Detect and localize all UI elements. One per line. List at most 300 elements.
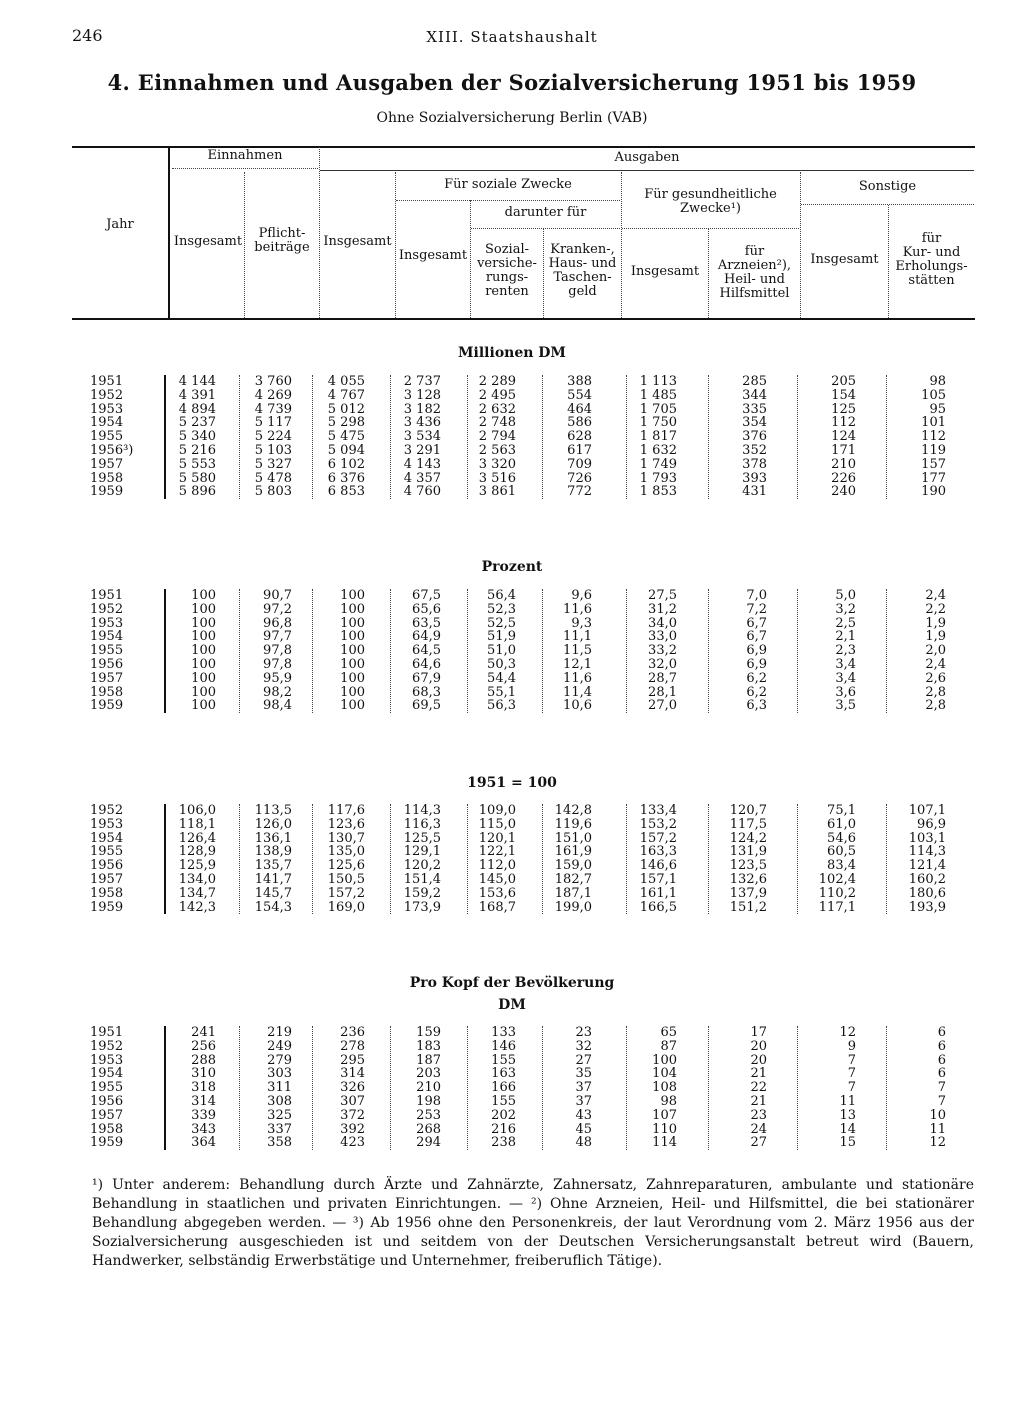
cell-sonstige-insgesamt: 124 xyxy=(831,429,856,445)
cell-ausgaben-insgesamt: 100 xyxy=(340,684,365,700)
cell-pflichtbeitraege: 279 xyxy=(267,1052,292,1068)
cell-kur: 119 xyxy=(921,443,946,458)
cell-einnahmen-insgesamt: 125,9 xyxy=(178,858,216,874)
cell-krankengeld: 119,6 xyxy=(554,816,592,832)
cell-renten: 55,1 xyxy=(487,684,516,700)
cell-pflichtbeitraege: 113,5 xyxy=(254,803,292,818)
cell-year: 1957 xyxy=(90,456,124,472)
cell-gesund-insgesamt: 110 xyxy=(652,1121,677,1137)
cell-kur: 114,3 xyxy=(908,844,946,860)
cell-ausgaben-insgesamt: 314 xyxy=(340,1066,365,1082)
cell-einnahmen-insgesamt: 5 237 xyxy=(178,415,216,431)
cell-kur: 193,9 xyxy=(908,899,946,915)
cell-pflichtbeitraege: 311 xyxy=(267,1080,292,1096)
cell-sonstige-insgesamt: 154 xyxy=(831,387,856,403)
cell-einnahmen-insgesamt: 5 580 xyxy=(178,470,216,486)
cell-renten: 112,0 xyxy=(478,858,516,874)
cell-ausgaben-insgesamt: 123,6 xyxy=(327,816,365,832)
cell-ausgaben-insgesamt: 100 xyxy=(340,588,365,603)
cell-gesund-insgesamt: 1 632 xyxy=(639,443,677,458)
cell-sonstige-insgesamt: 117,1 xyxy=(818,899,856,915)
cell-einnahmen-insgesamt: 126,4 xyxy=(178,830,216,846)
cell-renten: 56,3 xyxy=(487,698,516,714)
cell-arzneien: 22 xyxy=(750,1080,767,1096)
cell-year: 1956³) xyxy=(90,443,134,458)
table-row xyxy=(0,602,1024,616)
cell-gesund-insgesamt: 28,7 xyxy=(648,670,677,686)
cell-einnahmen-insgesamt: 100 xyxy=(191,601,216,617)
table-row xyxy=(0,415,1024,429)
cell-gesund-insgesamt: 1 705 xyxy=(639,401,677,417)
cell-gesund-insgesamt: 157,1 xyxy=(639,872,677,887)
table-row xyxy=(0,886,1024,900)
header-jahr: Jahr xyxy=(106,217,134,232)
cell-year: 1956 xyxy=(90,657,124,672)
cell-soziale-insgesamt: 64,9 xyxy=(412,629,441,645)
header-pflichtbeitraege: Pflicht- beiträge xyxy=(254,226,310,255)
cell-krankengeld: 45 xyxy=(575,1121,592,1137)
cell-einnahmen-insgesamt: 5 340 xyxy=(178,429,216,445)
cell-soziale-insgesamt: 120,2 xyxy=(403,858,441,874)
cell-year: 1957 xyxy=(90,670,124,686)
cell-kur: 6 xyxy=(937,1066,946,1082)
cell-einnahmen-insgesamt: 100 xyxy=(191,629,216,645)
table-row xyxy=(0,900,1024,914)
cell-gesund-insgesamt: 28,1 xyxy=(648,684,677,700)
section-title-index: 1951 = 100 xyxy=(467,775,557,791)
cell-krankengeld: 709 xyxy=(567,456,592,472)
cell-einnahmen-insgesamt: 100 xyxy=(191,670,216,686)
table-row xyxy=(0,817,1024,831)
cell-pflichtbeitraege: 5 117 xyxy=(254,415,292,431)
cell-sonstige-insgesamt: 75,1 xyxy=(827,803,856,818)
cell-ausgaben-insgesamt: 157,2 xyxy=(327,885,365,901)
cell-year: 1958 xyxy=(90,885,124,901)
cell-sonstige-insgesamt: 61,0 xyxy=(827,816,856,832)
cell-renten: 2 563 xyxy=(478,443,516,458)
cell-sonstige-insgesamt: 205 xyxy=(831,374,856,389)
cell-renten: 2 495 xyxy=(478,387,516,403)
cell-einnahmen-insgesamt: 343 xyxy=(191,1121,216,1137)
cell-arzneien: 137,9 xyxy=(729,885,767,901)
header-einnahmen-insgesamt: Insgesamt xyxy=(173,234,243,249)
cell-einnahmen-insgesamt: 142,3 xyxy=(178,899,216,915)
cell-soziale-insgesamt: 129,1 xyxy=(403,844,441,860)
cell-year: 1956 xyxy=(90,858,124,874)
cell-krankengeld: 726 xyxy=(567,470,592,486)
cell-renten: 202 xyxy=(491,1107,516,1123)
cell-soziale-insgesamt: 125,5 xyxy=(403,830,441,846)
cell-renten: 2 632 xyxy=(478,401,516,417)
cell-krankengeld: 11,4 xyxy=(563,684,592,700)
cell-gesund-insgesamt: 1 749 xyxy=(639,456,677,472)
cell-ausgaben-insgesamt: 100 xyxy=(340,698,365,714)
cell-gesund-insgesamt: 166,5 xyxy=(639,899,677,915)
cell-soziale-insgesamt: 67,5 xyxy=(412,588,441,603)
cell-pflichtbeitraege: 96,8 xyxy=(263,615,292,631)
cell-kur: 103,1 xyxy=(908,830,946,846)
cell-year: 1955 xyxy=(90,1080,124,1096)
cell-gesund-insgesamt: 27,5 xyxy=(648,588,677,603)
cell-einnahmen-insgesamt: 134,7 xyxy=(178,885,216,901)
cell-sonstige-insgesamt: 240 xyxy=(831,484,856,500)
cell-ausgaben-insgesamt: 5 012 xyxy=(327,401,365,417)
cell-sonstige-insgesamt: 3,2 xyxy=(835,601,856,617)
cell-krankengeld: 23 xyxy=(575,1025,592,1040)
cell-einnahmen-insgesamt: 134,0 xyxy=(178,872,216,887)
header-divider xyxy=(395,172,396,318)
table-row xyxy=(0,844,1024,858)
cell-pflichtbeitraege: 5 103 xyxy=(254,443,292,458)
cell-pflichtbeitraege: 249 xyxy=(267,1038,292,1054)
cell-arzneien: 21 xyxy=(750,1094,767,1109)
table-row xyxy=(0,588,1024,602)
cell-krankengeld: 151,0 xyxy=(554,830,592,846)
cell-kur: 96,9 xyxy=(917,816,946,832)
cell-gesund-insgesamt: 34,0 xyxy=(648,615,677,631)
cell-pflichtbeitraege: 5 478 xyxy=(254,470,292,486)
header-kur: für Kur- und Erholungs- stätten xyxy=(895,231,968,288)
cell-kur: 98 xyxy=(929,374,946,389)
cell-krankengeld: 37 xyxy=(575,1080,592,1096)
cell-soziale-insgesamt: 64,6 xyxy=(412,657,441,672)
cell-renten: 168,7 xyxy=(478,899,516,915)
cell-sonstige-insgesamt: 7 xyxy=(847,1052,856,1068)
cell-pflichtbeitraege: 135,7 xyxy=(254,858,292,874)
cell-year: 1954 xyxy=(90,1066,124,1082)
cell-kur: 101 xyxy=(921,415,946,431)
cell-ausgaben-insgesamt: 278 xyxy=(340,1038,365,1054)
cell-gesund-insgesamt: 1 750 xyxy=(639,415,677,431)
cell-pflichtbeitraege: 3 760 xyxy=(254,374,292,389)
cell-kur: 157 xyxy=(921,456,946,472)
cell-einnahmen-insgesamt: 128,9 xyxy=(178,844,216,860)
cell-ausgaben-insgesamt: 135,0 xyxy=(327,844,365,860)
header-einnahmen: Einnahmen xyxy=(207,148,283,163)
cell-gesund-insgesamt: 33,0 xyxy=(648,629,677,645)
cell-renten: 115,0 xyxy=(478,816,516,832)
cell-einnahmen-insgesamt: 318 xyxy=(191,1080,216,1096)
cell-soziale-insgesamt: 114,3 xyxy=(403,803,441,818)
cell-ausgaben-insgesamt: 6 853 xyxy=(327,484,365,500)
cell-kur: 6 xyxy=(937,1038,946,1054)
cell-year: 1955 xyxy=(90,643,124,659)
cell-year: 1959 xyxy=(90,1135,124,1151)
cell-year: 1954 xyxy=(90,629,124,645)
cell-ausgaben-insgesamt: 423 xyxy=(340,1135,365,1151)
cell-soziale-insgesamt: 69,5 xyxy=(412,698,441,714)
cell-ausgaben-insgesamt: 100 xyxy=(340,657,365,672)
cell-soziale-insgesamt: 159,2 xyxy=(403,885,441,901)
cell-einnahmen-insgesamt: 310 xyxy=(191,1066,216,1082)
cell-sonstige-insgesamt: 9 xyxy=(847,1038,856,1054)
cell-soziale-insgesamt: 183 xyxy=(416,1038,441,1054)
cell-renten: 122,1 xyxy=(478,844,516,860)
cell-ausgaben-insgesamt: 100 xyxy=(340,601,365,617)
cell-krankengeld: 32 xyxy=(575,1038,592,1054)
cell-year: 1953 xyxy=(90,615,124,631)
cell-gesund-insgesamt: 65 xyxy=(660,1025,677,1040)
cell-einnahmen-insgesamt: 106,0 xyxy=(178,803,216,818)
header-soziale-insgesamt: Insgesamt xyxy=(398,248,468,263)
cell-arzneien: 7,0 xyxy=(746,588,767,603)
cell-soziale-insgesamt: 68,3 xyxy=(412,684,441,700)
cell-arzneien: 20 xyxy=(750,1038,767,1054)
cell-sonstige-insgesamt: 12 xyxy=(839,1025,856,1040)
cell-kur: 190 xyxy=(921,484,946,500)
cell-arzneien: 6,2 xyxy=(746,684,767,700)
cell-sonstige-insgesamt: 226 xyxy=(831,470,856,486)
cell-kur: 11 xyxy=(929,1121,946,1137)
cell-year: 1958 xyxy=(90,684,124,700)
cell-year: 1951 xyxy=(90,588,124,603)
cell-ausgaben-insgesamt: 150,5 xyxy=(327,872,365,887)
cell-sonstige-insgesamt: 112 xyxy=(831,415,856,431)
cell-sonstige-insgesamt: 102,4 xyxy=(818,872,856,887)
cell-gesund-insgesamt: 87 xyxy=(660,1038,677,1054)
cell-sonstige-insgesamt: 2,3 xyxy=(835,643,856,659)
cell-gesund-insgesamt: 33,2 xyxy=(648,643,677,659)
cell-einnahmen-insgesamt: 100 xyxy=(191,588,216,603)
cell-kur: 6 xyxy=(937,1052,946,1068)
cell-krankengeld: 161,9 xyxy=(554,844,592,860)
table-row xyxy=(0,1039,1024,1053)
header-rule xyxy=(396,200,620,201)
cell-einnahmen-insgesamt: 100 xyxy=(191,615,216,631)
cell-sonstige-insgesamt: 7 xyxy=(847,1080,856,1096)
cell-kur: 112 xyxy=(921,429,946,445)
cell-krankengeld: 11,5 xyxy=(563,643,592,659)
cell-ausgaben-insgesamt: 169,0 xyxy=(327,899,365,915)
table-row xyxy=(0,1025,1024,1039)
header-rule xyxy=(622,228,799,229)
cell-ausgaben-insgesamt: 100 xyxy=(340,629,365,645)
cell-soziale-insgesamt: 65,6 xyxy=(412,601,441,617)
cell-pflichtbeitraege: 126,0 xyxy=(254,816,292,832)
header-divider xyxy=(244,172,245,318)
cell-soziale-insgesamt: 67,9 xyxy=(412,670,441,686)
section-subtitle-dm: DM xyxy=(498,997,526,1013)
cell-renten: 109,0 xyxy=(478,803,516,818)
cell-einnahmen-insgesamt: 256 xyxy=(191,1038,216,1054)
cell-renten: 2 794 xyxy=(478,429,516,445)
cell-arzneien: 6,9 xyxy=(746,643,767,659)
cell-arzneien: 23 xyxy=(750,1107,767,1123)
cell-arzneien: 378 xyxy=(742,456,767,472)
cell-ausgaben-insgesamt: 100 xyxy=(340,643,365,659)
cell-sonstige-insgesamt: 3,6 xyxy=(835,684,856,700)
cell-einnahmen-insgesamt: 100 xyxy=(191,684,216,700)
cell-gesund-insgesamt: 27,0 xyxy=(648,698,677,714)
cell-arzneien: 6,3 xyxy=(746,698,767,714)
cell-year: 1954 xyxy=(90,830,124,846)
cell-renten: 51,9 xyxy=(487,629,516,645)
cell-krankengeld: 11,1 xyxy=(563,629,592,645)
cell-kur: 2,8 xyxy=(925,684,946,700)
cell-year: 1958 xyxy=(90,470,124,486)
cell-soziale-insgesamt: 116,3 xyxy=(403,816,441,832)
table-row xyxy=(0,803,1024,817)
cell-krankengeld: 199,0 xyxy=(554,899,592,915)
cell-arzneien: 132,6 xyxy=(729,872,767,887)
cell-sonstige-insgesamt: 3,4 xyxy=(835,670,856,686)
cell-einnahmen-insgesamt: 100 xyxy=(191,657,216,672)
cell-year: 1954 xyxy=(90,415,124,431)
cell-krankengeld: 586 xyxy=(567,415,592,431)
table-subtitle: Ohne Sozialversicherung Berlin (VAB) xyxy=(376,110,648,126)
cell-renten: 54,4 xyxy=(487,670,516,686)
cell-pflichtbeitraege: 97,8 xyxy=(263,657,292,672)
cell-soziale-insgesamt: 3 128 xyxy=(403,387,441,403)
cell-sonstige-insgesamt: 54,6 xyxy=(827,830,856,846)
cell-arzneien: 6,7 xyxy=(746,629,767,645)
cell-sonstige-insgesamt: 210 xyxy=(831,456,856,472)
cell-ausgaben-insgesamt: 372 xyxy=(340,1107,365,1123)
cell-year: 1952 xyxy=(90,1038,124,1054)
cell-renten: 166 xyxy=(491,1080,516,1096)
table-row xyxy=(0,402,1024,416)
cell-arzneien: 6,9 xyxy=(746,657,767,672)
table-row xyxy=(0,671,1024,685)
header-rule xyxy=(172,168,318,169)
cell-ausgaben-insgesamt: 4 055 xyxy=(327,374,365,389)
cell-ausgaben-insgesamt: 4 767 xyxy=(327,387,365,403)
cell-krankengeld: 9,6 xyxy=(571,588,592,603)
cell-einnahmen-insgesamt: 118,1 xyxy=(178,816,216,832)
table-row xyxy=(0,443,1024,457)
cell-kur: 1,9 xyxy=(925,629,946,645)
cell-krankengeld: 187,1 xyxy=(554,885,592,901)
cell-arzneien: 20 xyxy=(750,1052,767,1068)
header-renten: Sozial- versiche- rungs- renten xyxy=(477,242,537,299)
cell-arzneien: 7,2 xyxy=(746,601,767,617)
cell-ausgaben-insgesamt: 5 475 xyxy=(327,429,365,445)
cell-sonstige-insgesamt: 110,2 xyxy=(818,885,856,901)
cell-arzneien: 131,9 xyxy=(729,844,767,860)
cell-renten: 3 320 xyxy=(478,456,516,472)
table-title: 4. Einnahmen und Ausgaben der Sozialversicherung 1951 bis 1959 xyxy=(107,70,917,95)
cell-pflichtbeitraege: 141,7 xyxy=(254,872,292,887)
cell-einnahmen-insgesamt: 5 896 xyxy=(178,484,216,500)
cell-soziale-insgesamt: 253 xyxy=(416,1107,441,1123)
cell-soziale-insgesamt: 198 xyxy=(416,1094,441,1109)
cell-ausgaben-insgesamt: 125,6 xyxy=(327,858,365,874)
cell-gesund-insgesamt: 31,2 xyxy=(648,601,677,617)
cell-kur: 105 xyxy=(921,387,946,403)
cell-year: 1951 xyxy=(90,1025,124,1040)
cell-einnahmen-insgesamt: 339 xyxy=(191,1107,216,1123)
cell-sonstige-insgesamt: 7 xyxy=(847,1066,856,1082)
cell-renten: 51,0 xyxy=(487,643,516,659)
cell-soziale-insgesamt: 3 534 xyxy=(403,429,441,445)
header-rule xyxy=(320,170,974,171)
cell-arzneien: 120,7 xyxy=(729,803,767,818)
cell-arzneien: 151,2 xyxy=(729,899,767,915)
cell-pflichtbeitraege: 97,7 xyxy=(263,629,292,645)
cell-krankengeld: 10,6 xyxy=(563,698,592,714)
header-darunter-fuer: darunter für xyxy=(504,205,587,220)
cell-gesund-insgesamt: 107 xyxy=(652,1107,677,1123)
cell-pflichtbeitraege: 219 xyxy=(267,1025,292,1040)
cell-soziale-insgesamt: 2 737 xyxy=(403,374,441,389)
cell-soziale-insgesamt: 3 291 xyxy=(403,443,441,458)
cell-year: 1959 xyxy=(90,899,124,915)
cell-einnahmen-insgesamt: 100 xyxy=(191,643,216,659)
header-gesund-insgesamt: Insgesamt xyxy=(630,264,700,279)
cell-kur: 2,6 xyxy=(925,670,946,686)
cell-renten: 238 xyxy=(491,1135,516,1151)
cell-arzneien: 344 xyxy=(742,387,767,403)
cell-arzneien: 6,2 xyxy=(746,670,767,686)
cell-pflichtbeitraege: 5 327 xyxy=(254,456,292,472)
cell-gesund-insgesamt: 146,6 xyxy=(639,858,677,874)
cell-gesund-insgesamt: 32,0 xyxy=(648,657,677,672)
cell-year: 1953 xyxy=(90,816,124,832)
header-rule xyxy=(471,228,620,229)
header-ausgaben: Ausgaben xyxy=(614,150,680,165)
cell-pflichtbeitraege: 303 xyxy=(267,1066,292,1082)
cell-gesund-insgesamt: 153,2 xyxy=(639,816,677,832)
cell-arzneien: 335 xyxy=(742,401,767,417)
cell-year: 1952 xyxy=(90,803,124,818)
cell-kur: 7 xyxy=(937,1094,946,1109)
cell-ausgaben-insgesamt: 295 xyxy=(340,1052,365,1068)
cell-ausgaben-insgesamt: 6 376 xyxy=(327,470,365,486)
table-row xyxy=(0,1135,1024,1149)
cell-arzneien: 27 xyxy=(750,1135,767,1151)
cell-krankengeld: 9,3 xyxy=(571,615,592,631)
cell-soziale-insgesamt: 3 182 xyxy=(403,401,441,417)
cell-krankengeld: 388 xyxy=(567,374,592,389)
cell-renten: 146 xyxy=(491,1038,516,1054)
running-header: XIII. Staatshaushalt xyxy=(426,28,598,46)
cell-arzneien: 6,7 xyxy=(746,615,767,631)
cell-renten: 145,0 xyxy=(478,872,516,887)
cell-kur: 95 xyxy=(929,401,946,417)
table-row xyxy=(0,388,1024,402)
cell-ausgaben-insgesamt: 130,7 xyxy=(327,830,365,846)
cell-krankengeld: 11,6 xyxy=(563,601,592,617)
section-title-millionen-dm: Millionen DM xyxy=(458,345,566,361)
cell-soziale-insgesamt: 151,4 xyxy=(403,872,441,887)
table-row xyxy=(0,872,1024,886)
cell-kur: 180,6 xyxy=(908,885,946,901)
cell-pflichtbeitraege: 98,4 xyxy=(263,698,292,714)
cell-soziale-insgesamt: 159 xyxy=(416,1025,441,1040)
cell-sonstige-insgesamt: 60,5 xyxy=(827,844,856,860)
cell-pflichtbeitraege: 90,7 xyxy=(263,588,292,603)
cell-renten: 155 xyxy=(491,1052,516,1068)
cell-ausgaben-insgesamt: 117,6 xyxy=(327,803,365,818)
cell-renten: 155 xyxy=(491,1094,516,1109)
cell-sonstige-insgesamt: 125 xyxy=(831,401,856,417)
header-sonstige-insgesamt: Insgesamt xyxy=(810,252,879,267)
cell-kur: 1,9 xyxy=(925,615,946,631)
cell-sonstige-insgesamt: 3,4 xyxy=(835,657,856,672)
header-rule xyxy=(801,204,974,205)
cell-arzneien: 117,5 xyxy=(729,816,767,832)
cell-arzneien: 352 xyxy=(742,443,767,458)
table-row xyxy=(0,1122,1024,1136)
cell-kur: 2,4 xyxy=(925,657,946,672)
table-row xyxy=(0,629,1024,643)
cell-krankengeld: 35 xyxy=(575,1066,592,1082)
cell-einnahmen-insgesamt: 5 216 xyxy=(178,443,216,458)
cell-ausgaben-insgesamt: 307 xyxy=(340,1094,365,1109)
cell-year: 1959 xyxy=(90,698,124,714)
cell-arzneien: 124,2 xyxy=(729,830,767,846)
cell-kur: 2,0 xyxy=(925,643,946,659)
